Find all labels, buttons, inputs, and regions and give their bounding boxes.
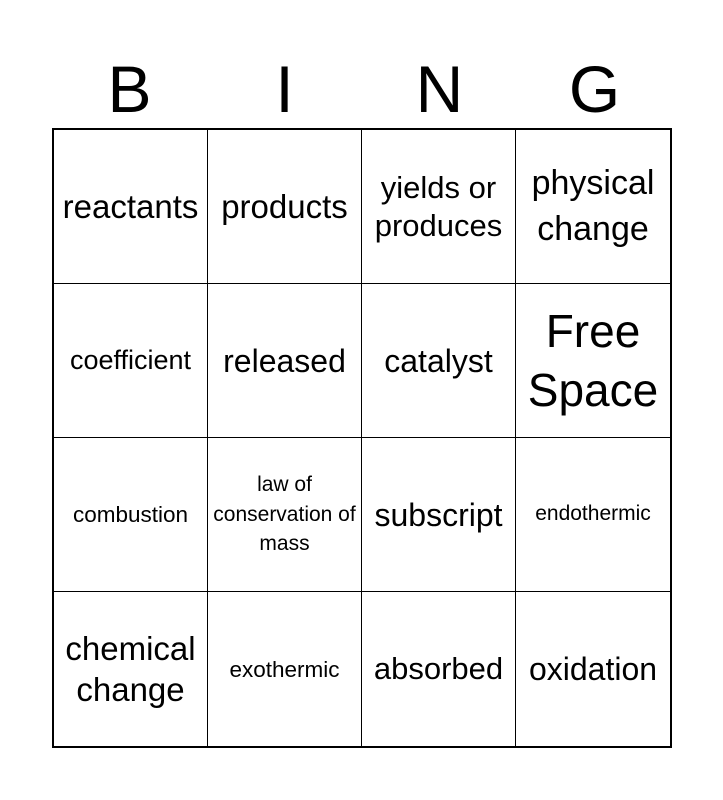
bingo-cell[interactable] <box>208 130 362 284</box>
bingo-cell[interactable] <box>54 592 208 746</box>
header-letter-b: B <box>107 52 152 126</box>
bingo-cell[interactable] <box>54 284 208 438</box>
bingo-cell[interactable] <box>54 438 208 592</box>
bingo-cell[interactable] <box>362 130 516 284</box>
bingo-cell[interactable] <box>516 592 670 746</box>
bingo-board <box>52 128 672 748</box>
cell-text: physical change <box>531 163 655 248</box>
cell-text: oxidation <box>528 651 658 687</box>
header-letter-n: N <box>415 52 464 126</box>
bingo-cell[interactable] <box>362 438 516 592</box>
cell-text: combustion <box>72 502 189 527</box>
bingo-cell[interactable] <box>362 592 516 746</box>
free-space-cell[interactable] <box>516 284 670 438</box>
bingo-cell[interactable] <box>208 438 362 592</box>
bingo-cell[interactable] <box>208 592 362 746</box>
bingo-cell[interactable] <box>516 130 670 284</box>
header-letter-i: I <box>275 52 294 126</box>
bingo-cell[interactable] <box>54 130 208 284</box>
bingo-cell[interactable] <box>516 438 670 592</box>
cell-text: yields or produces <box>374 170 503 243</box>
cell-text: reactants <box>62 187 199 225</box>
cell-text: endothermic <box>535 502 651 526</box>
header-letter-g: G <box>568 52 621 126</box>
bingo-cell[interactable] <box>362 284 516 438</box>
cell-text: subscript <box>374 496 503 533</box>
cell-text: law of conservation of mass <box>213 473 356 556</box>
cell-text: chemical change <box>65 629 196 708</box>
bingo-cell[interactable] <box>208 284 362 438</box>
cell-text: released <box>223 342 346 379</box>
bingo-header <box>52 50 672 128</box>
cell-text: products <box>221 187 348 225</box>
cell-text: Free Space <box>527 304 659 416</box>
cell-text: absorbed <box>373 651 504 687</box>
cell-text: coefficient <box>69 345 192 376</box>
cell-text: catalyst <box>384 342 493 379</box>
cell-text: exothermic <box>229 656 340 682</box>
